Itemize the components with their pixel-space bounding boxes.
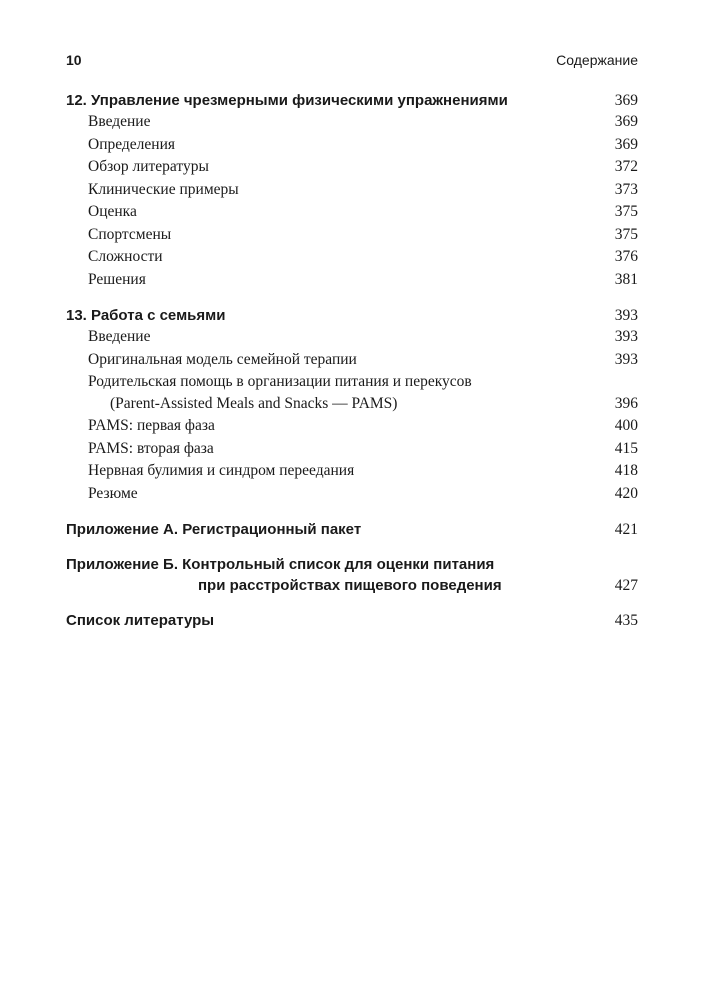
toc-page-number: 415 — [614, 439, 638, 457]
toc-references-row[interactable] — [66, 610, 638, 631]
toc-page-number: 372 — [614, 158, 638, 175]
toc-item-label: Введение — [88, 328, 151, 345]
toc-item-label: Оценка — [88, 203, 137, 220]
document-page — [66, 52, 638, 645]
toc-item[interactable] — [66, 371, 638, 393]
toc-item[interactable] — [66, 111, 638, 134]
toc-page-number: 369 — [614, 113, 638, 130]
toc-appendix-b — [66, 554, 638, 596]
running-head — [66, 52, 638, 72]
toc-item-label: Сложности — [88, 248, 163, 265]
running-title: Содержание — [556, 52, 638, 68]
toc-chapter-title-row[interactable] — [66, 90, 638, 111]
toc-item[interactable] — [66, 349, 638, 372]
toc-item[interactable] — [66, 246, 638, 269]
toc-page-number: 427 — [614, 577, 638, 594]
toc-page-number: 376 — [614, 248, 638, 265]
toc-item[interactable] — [66, 269, 638, 292]
toc-page-number: 369 — [614, 135, 638, 153]
toc-item[interactable] — [66, 134, 638, 157]
toc-page-number: 375 — [614, 203, 638, 220]
toc-page-number: 375 — [614, 225, 638, 243]
toc-references-title: Список литературы — [66, 612, 215, 629]
toc-item[interactable] — [66, 460, 638, 483]
toc-item-label: Определения — [88, 135, 176, 153]
toc-item[interactable] — [66, 326, 638, 349]
toc-page-number: 373 — [614, 180, 638, 198]
toc-item[interactable] — [66, 438, 638, 461]
toc-appendix-title: Приложение Б. Контрольный список для оценки питания — [66, 556, 495, 573]
toc-appendix-title-continuation[interactable] — [66, 575, 638, 596]
table-of-contents — [66, 90, 638, 631]
toc-item[interactable] — [66, 415, 638, 438]
toc-page-number: 400 — [614, 417, 638, 434]
toc-item-label: Обзор литературы — [88, 158, 209, 175]
toc-page-number: 421 — [614, 521, 638, 538]
toc-item[interactable] — [66, 201, 638, 224]
toc-page-number: 420 — [614, 484, 638, 502]
toc-page-number: 393 — [614, 328, 638, 345]
toc-page-number: 369 — [614, 92, 638, 109]
toc-appendix-a — [66, 519, 638, 540]
toc-item[interactable] — [66, 179, 638, 202]
toc-appendix-title-cont: при расстройствах пищевого поведения — [198, 577, 502, 594]
toc-page-number: 393 — [614, 350, 638, 368]
toc-item-label: PAMS: первая фаза — [88, 417, 215, 434]
toc-item-label: Клинические примеры — [88, 180, 239, 198]
toc-references — [66, 610, 638, 631]
toc-item[interactable] — [66, 483, 638, 506]
toc-page-number: 418 — [614, 462, 638, 479]
page-number: 10 — [66, 52, 82, 68]
toc-item-label: Оригинальная модель семейной терапии — [88, 350, 357, 368]
toc-appendix-title: Приложение А. Регистрационный пакет — [66, 521, 362, 538]
toc-appendix-title-row[interactable] — [66, 519, 638, 540]
toc-chapter-title: 13. Работа с семьями — [66, 307, 226, 324]
toc-item[interactable] — [66, 156, 638, 179]
toc-item-label-cont: (Parent-Assisted Meals and Snacks — PAMS) — [110, 395, 398, 412]
toc-item-label: PAMS: вторая фаза — [88, 439, 214, 457]
toc-chapter-title-row[interactable] — [66, 305, 638, 326]
toc-item-label: Родительская помощь в организации питания и перекусов — [88, 373, 472, 390]
toc-chapter-title: 12. Управление чрезмерными физическими упражнениями — [66, 92, 508, 109]
toc-item-label: Решения — [88, 270, 146, 288]
toc-chapter-12 — [66, 90, 638, 291]
toc-appendix-title-row[interactable] — [66, 554, 638, 575]
toc-page-number: 396 — [614, 395, 638, 412]
toc-page-number: 435 — [614, 612, 638, 629]
toc-item-label: Спортсмены — [88, 225, 172, 243]
toc-page-number: 393 — [614, 307, 638, 324]
toc-item[interactable] — [66, 224, 638, 247]
toc-item-continuation[interactable] — [66, 393, 638, 415]
toc-item-label: Резюме — [88, 484, 138, 502]
toc-chapter-13 — [66, 305, 638, 505]
toc-item-label: Нервная булимия и синдром переедания — [88, 462, 355, 479]
toc-item-label: Введение — [88, 113, 151, 130]
toc-page-number: 381 — [614, 270, 638, 288]
